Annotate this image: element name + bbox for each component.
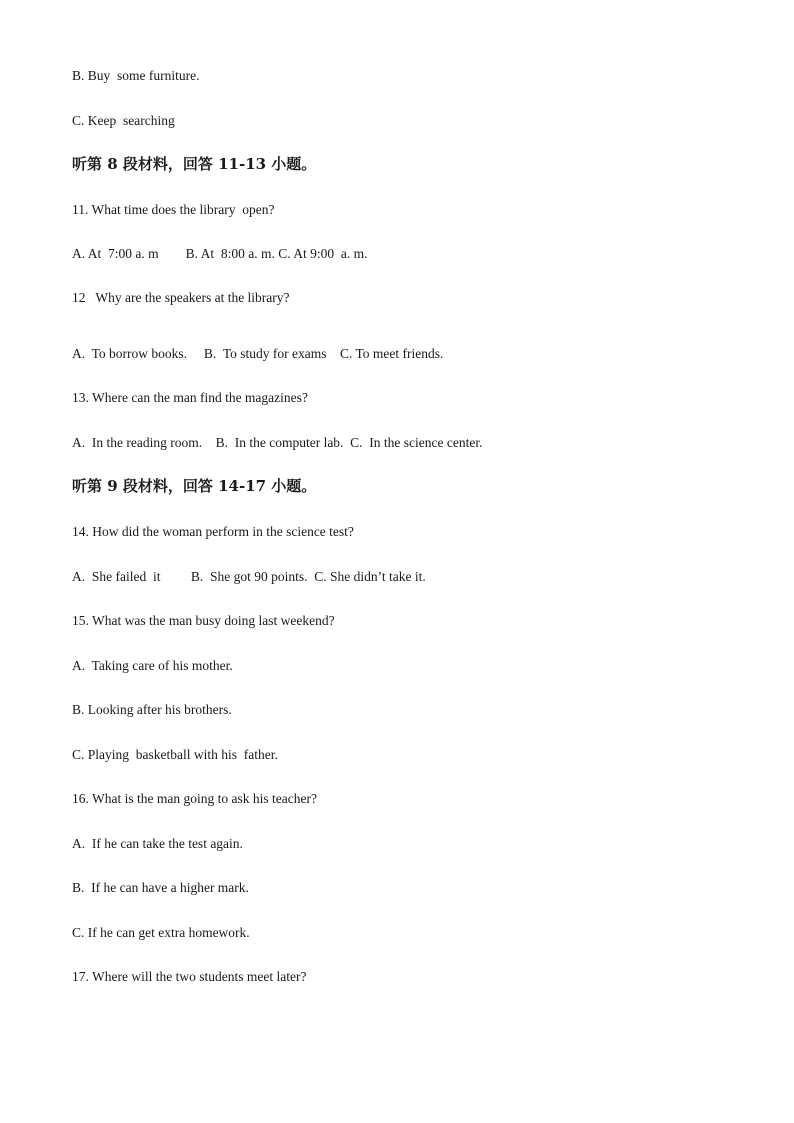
question-17: 17. Where will the two students meet later?	[72, 969, 307, 984]
question-12: 12 Why are the speakers at the library?	[72, 290, 290, 305]
option-15b: B. Looking after his brothers.	[72, 702, 232, 717]
option-15a: A. Taking care of his mother.	[72, 658, 233, 673]
section-heading-8: 听第 8 段材料，回答 11-13 小题。	[72, 155, 317, 173]
options-12: A. To borrow books. B. To study for exams C. To meet friends.	[72, 346, 444, 361]
options-14: A. She failed it B. She got 90 points. C. She didn’t take it.	[72, 569, 426, 584]
options-13: A. In the reading room. B. In the computer lab. C. In the science center.	[72, 435, 483, 450]
question-16: 16. What is the man going to ask his teacher?	[72, 791, 317, 806]
question-13: 13. Where can the man find the magazines?	[72, 390, 308, 405]
question-15: 15. What was the man busy doing last weekend?	[72, 613, 335, 628]
option-16c: C. If he can get extra homework.	[72, 925, 250, 940]
option-16b: B. If he can have a higher mark.	[72, 880, 249, 895]
option-15c: C. Playing basketball with his father.	[72, 747, 278, 762]
question-11: 11. What time does the library open?	[72, 202, 275, 217]
option-16a: A. If he can take the test again.	[72, 836, 243, 851]
options-11: A. At 7:00 a. m B. At 8:00 a. m. C. At 9:00 a. m.	[72, 246, 368, 261]
section-heading-9: 听第 9 段材料，回答 14-17 小题。	[72, 477, 317, 495]
option-10b: B. Buy some furniture.	[72, 68, 200, 83]
question-14: 14. How did the woman perform in the science test?	[72, 524, 354, 539]
option-10c: C. Keep searching	[72, 113, 175, 128]
